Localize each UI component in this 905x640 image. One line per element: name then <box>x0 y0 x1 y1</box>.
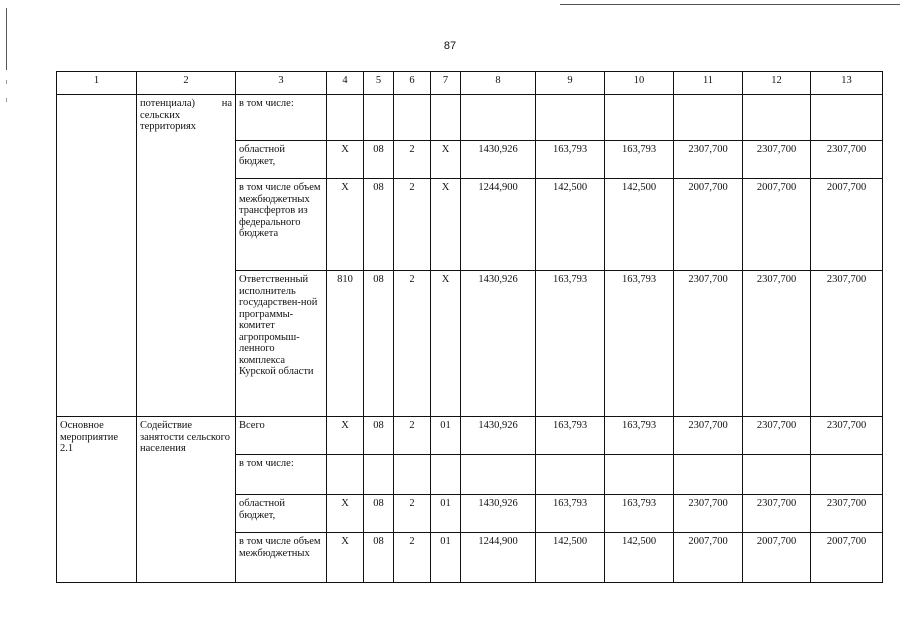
cell-col1: Основное мероприятие 2.1 <box>57 417 137 583</box>
cell-text: сельских территориях <box>140 109 197 132</box>
cell-col3: Ответственный исполнитель государствен-ной программы-комитет агропромыш-ленного комплекса Курской области <box>236 271 327 417</box>
cell <box>811 95 883 141</box>
cell: 2007,700 <box>743 533 811 583</box>
cell-text: на <box>221 98 232 109</box>
cell <box>431 95 461 141</box>
cell: Х <box>327 179 364 271</box>
cell <box>743 455 811 495</box>
cell: 08 <box>364 533 394 583</box>
cell: Х <box>327 533 364 583</box>
cell-col3: в том числе: <box>236 95 327 141</box>
cell-col3: областной бюджет, <box>236 495 327 533</box>
scan-artifact <box>6 80 7 84</box>
cell: 2 <box>394 271 431 417</box>
cell: 2 <box>394 533 431 583</box>
table-row <box>57 95 883 141</box>
cell <box>394 95 431 141</box>
cell: 2007,700 <box>674 533 743 583</box>
col-header: 11 <box>674 72 743 95</box>
col-header: 9 <box>536 72 605 95</box>
cell: Х <box>431 141 461 179</box>
cell: 142,500 <box>536 533 605 583</box>
cell: Х <box>431 271 461 417</box>
col-header: 10 <box>605 72 674 95</box>
cell <box>364 455 394 495</box>
cell: 2307,700 <box>743 141 811 179</box>
cell <box>461 95 536 141</box>
cell: 142,500 <box>536 179 605 271</box>
cell: 1430,926 <box>461 417 536 455</box>
cell: 01 <box>431 533 461 583</box>
cell: 1244,900 <box>461 533 536 583</box>
cell: Х <box>327 141 364 179</box>
cell: 08 <box>364 495 394 533</box>
cell-col1 <box>57 95 137 417</box>
cell: 2307,700 <box>743 417 811 455</box>
col-header: 4 <box>327 72 364 95</box>
cell: 163,793 <box>605 141 674 179</box>
scan-artifact <box>6 98 7 102</box>
cell: 163,793 <box>536 271 605 417</box>
cell: 142,500 <box>605 179 674 271</box>
table-row <box>57 417 883 455</box>
cell: 2 <box>394 141 431 179</box>
col-header: 6 <box>394 72 431 95</box>
cell: 2 <box>394 495 431 533</box>
cell: 810 <box>327 271 364 417</box>
cell <box>394 455 431 495</box>
cell: 2307,700 <box>811 141 883 179</box>
cell: 2007,700 <box>743 179 811 271</box>
cell-col3: в том числе: <box>236 455 327 495</box>
cell: 2307,700 <box>674 417 743 455</box>
cell: 2307,700 <box>811 417 883 455</box>
cell <box>327 455 364 495</box>
cell <box>536 455 605 495</box>
margin-mark <box>6 8 7 70</box>
cell <box>431 455 461 495</box>
cell <box>811 455 883 495</box>
cell-col3: в том числе объем межбюджетных трансфертов из федерального бюджета <box>236 179 327 271</box>
cell: 2007,700 <box>811 533 883 583</box>
col-header: 3 <box>236 72 327 95</box>
col-header: 12 <box>743 72 811 95</box>
cell: 1430,926 <box>461 141 536 179</box>
cell-text: потенциала) <box>140 98 195 109</box>
header-row <box>57 72 883 95</box>
cell: 163,793 <box>536 495 605 533</box>
col-header: 8 <box>461 72 536 95</box>
cell <box>743 95 811 141</box>
cell <box>327 95 364 141</box>
cell: 1244,900 <box>461 179 536 271</box>
cell: Х <box>327 417 364 455</box>
top-rule <box>560 4 900 5</box>
cell: 2 <box>394 179 431 271</box>
cell <box>536 95 605 141</box>
cell <box>674 455 743 495</box>
cell: 163,793 <box>605 495 674 533</box>
cell: 2307,700 <box>811 495 883 533</box>
cell: 01 <box>431 417 461 455</box>
cell: 1430,926 <box>461 271 536 417</box>
col-header: 13 <box>811 72 883 95</box>
cell: 01 <box>431 495 461 533</box>
cell: 2307,700 <box>743 271 811 417</box>
col-header: 7 <box>431 72 461 95</box>
cell: 2307,700 <box>674 495 743 533</box>
cell: 08 <box>364 179 394 271</box>
cell: 2307,700 <box>674 141 743 179</box>
cell: 2007,700 <box>674 179 743 271</box>
cell: 2 <box>394 417 431 455</box>
col-header: 5 <box>364 72 394 95</box>
cell: Х <box>431 179 461 271</box>
col-header: 1 <box>57 72 137 95</box>
page-number: 87 <box>443 40 457 52</box>
cell: 08 <box>364 417 394 455</box>
col-header: 2 <box>137 72 236 95</box>
cell: 2307,700 <box>743 495 811 533</box>
cell: 1430,926 <box>461 495 536 533</box>
cell: 08 <box>364 141 394 179</box>
cell: 163,793 <box>605 417 674 455</box>
cell: Х <box>327 495 364 533</box>
cell: 163,793 <box>605 271 674 417</box>
cell <box>674 95 743 141</box>
cell: 2007,700 <box>811 179 883 271</box>
cell <box>605 455 674 495</box>
budget-table <box>56 71 883 583</box>
cell-col2: Содействие занятости сельского населения <box>137 417 236 583</box>
cell: 08 <box>364 271 394 417</box>
cell-col3: областной бюджет, <box>236 141 327 179</box>
cell: 163,793 <box>536 417 605 455</box>
cell-col3: Всего <box>236 417 327 455</box>
cell: 2307,700 <box>811 271 883 417</box>
cell <box>605 95 674 141</box>
cell <box>461 455 536 495</box>
cell: 163,793 <box>536 141 605 179</box>
cell-col3: в том числе объем межбюджетных <box>236 533 327 583</box>
cell: 2307,700 <box>674 271 743 417</box>
cell-col2 <box>137 95 236 417</box>
cell <box>364 95 394 141</box>
cell: 142,500 <box>605 533 674 583</box>
